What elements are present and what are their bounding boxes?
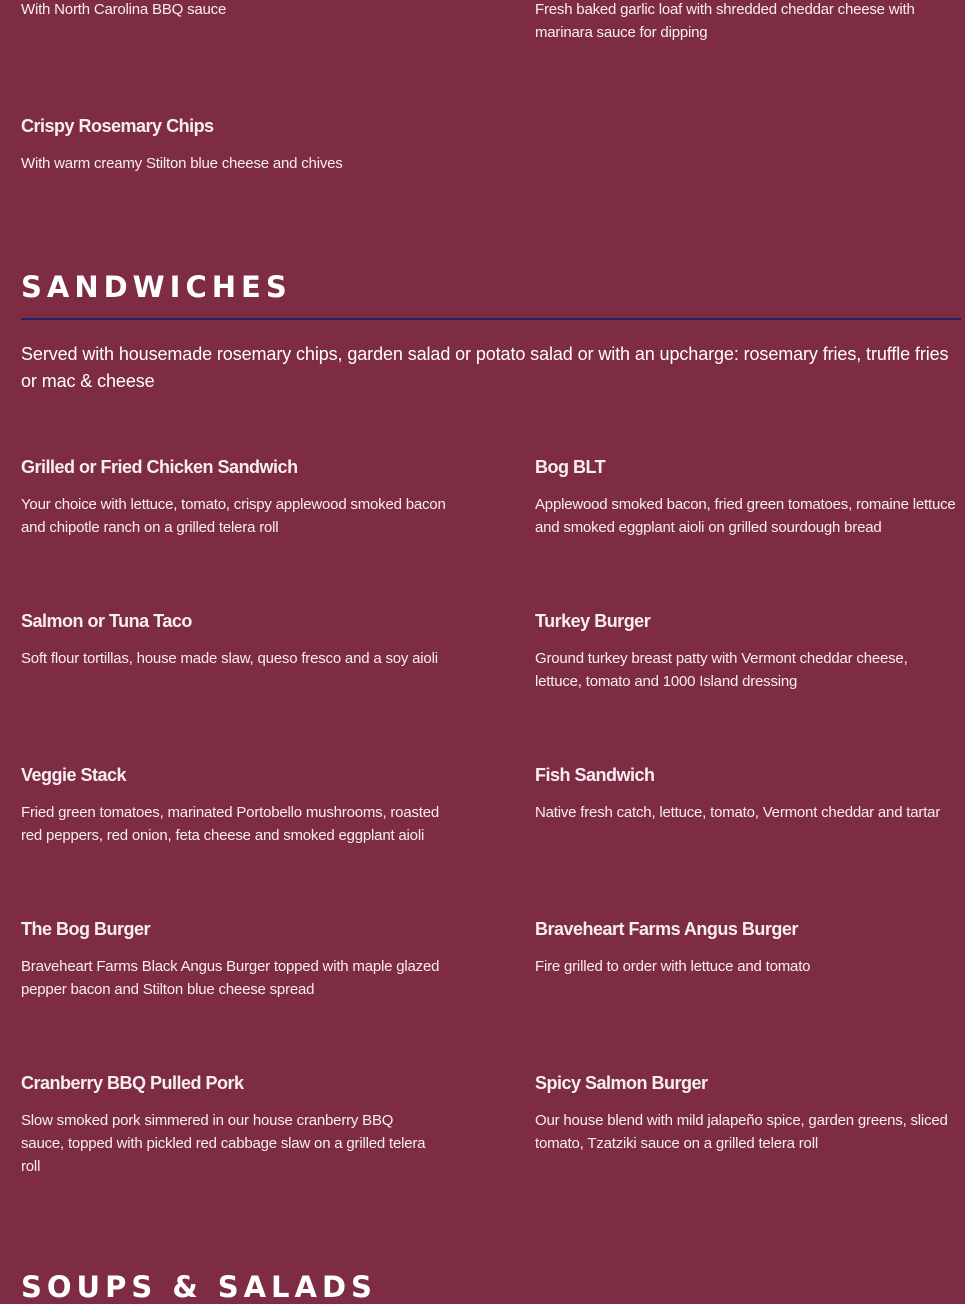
item-description: Fresh baked garlic loaf with shredded cheddar cheese with marinara sauce for dipping xyxy=(535,1,915,41)
menu-item-description: Braveheart Farms Black Angus Burger topped with maple glazed pepper bacon and Stilton blue cheese spread xyxy=(21,958,440,998)
section-divider xyxy=(21,318,961,320)
menu-item-description: Fire grilled to order with lettuce and tomato xyxy=(535,958,811,975)
menu-item-description: Ground turkey breast patty with Vermont cheddar cheese, lettuce, tomato and 1000 Island dressing xyxy=(535,650,908,690)
item-description: With warm creamy Stilton blue cheese and chives xyxy=(21,155,343,172)
section-title: SANDWICHES xyxy=(21,270,292,304)
menu-item-title: Grilled or Fried Chicken Sandwich xyxy=(21,457,298,477)
menu-item-title: Salmon or Tuna Taco xyxy=(21,611,192,631)
menu-item-description: Soft flour tortillas, house made slaw, queso fresco and a soy aioli xyxy=(21,650,438,667)
menu-item-title: The Bog Burger xyxy=(21,919,151,939)
menu-item-title: Cranberry BBQ Pulled Pork xyxy=(21,1073,244,1093)
menu-item-title: Braveheart Farms Angus Burger xyxy=(535,919,798,939)
menu-item-title: Bog BLT xyxy=(535,457,606,477)
menu-item-description: Your choice with lettuce, tomato, crispy applewood smoked bacon and chipotle ranch on a grilled telera roll xyxy=(21,496,446,536)
menu-item-title: Spicy Salmon Burger xyxy=(535,1073,708,1093)
section-title: SOUPS & SALADS xyxy=(21,1270,377,1304)
menu-item-description: Applewood smoked bacon, fried green tomatoes, romaine lettuce and smoked eggplant aioli on grilled sourdough bread xyxy=(535,496,956,536)
item-description: With North Carolina BBQ sauce xyxy=(21,1,227,18)
menu-item-description: Native fresh catch, lettuce, tomato, Vermont cheddar and tartar xyxy=(535,804,941,821)
menu-item-title: Veggie Stack xyxy=(21,765,127,785)
menu-item-description: Our house blend with mild jalapeño spice, garden greens, sliced tomato, Tzatziki sauce on a grilled telera roll xyxy=(535,1112,948,1152)
menu-item-description: Slow smoked pork simmered in our house cranberry BBQ sauce, topped with pickled red cabbage slaw on a grilled telera roll xyxy=(21,1112,426,1175)
section-intro: Served with housemade rosemary chips, garden salad or potato salad or with an upcharge: rosemary fries, truffle fries or mac & cheese xyxy=(21,344,949,391)
menu-item-title: Turkey Burger xyxy=(535,611,651,631)
item-title: Crispy Rosemary Chips xyxy=(21,116,214,136)
menu-item-title: Fish Sandwich xyxy=(535,765,655,785)
menu-item-description: Fried green tomatoes, marinated Portobello mushrooms, roasted red peppers, red onion, feta cheese and smoked eggplant aioli xyxy=(21,804,440,844)
